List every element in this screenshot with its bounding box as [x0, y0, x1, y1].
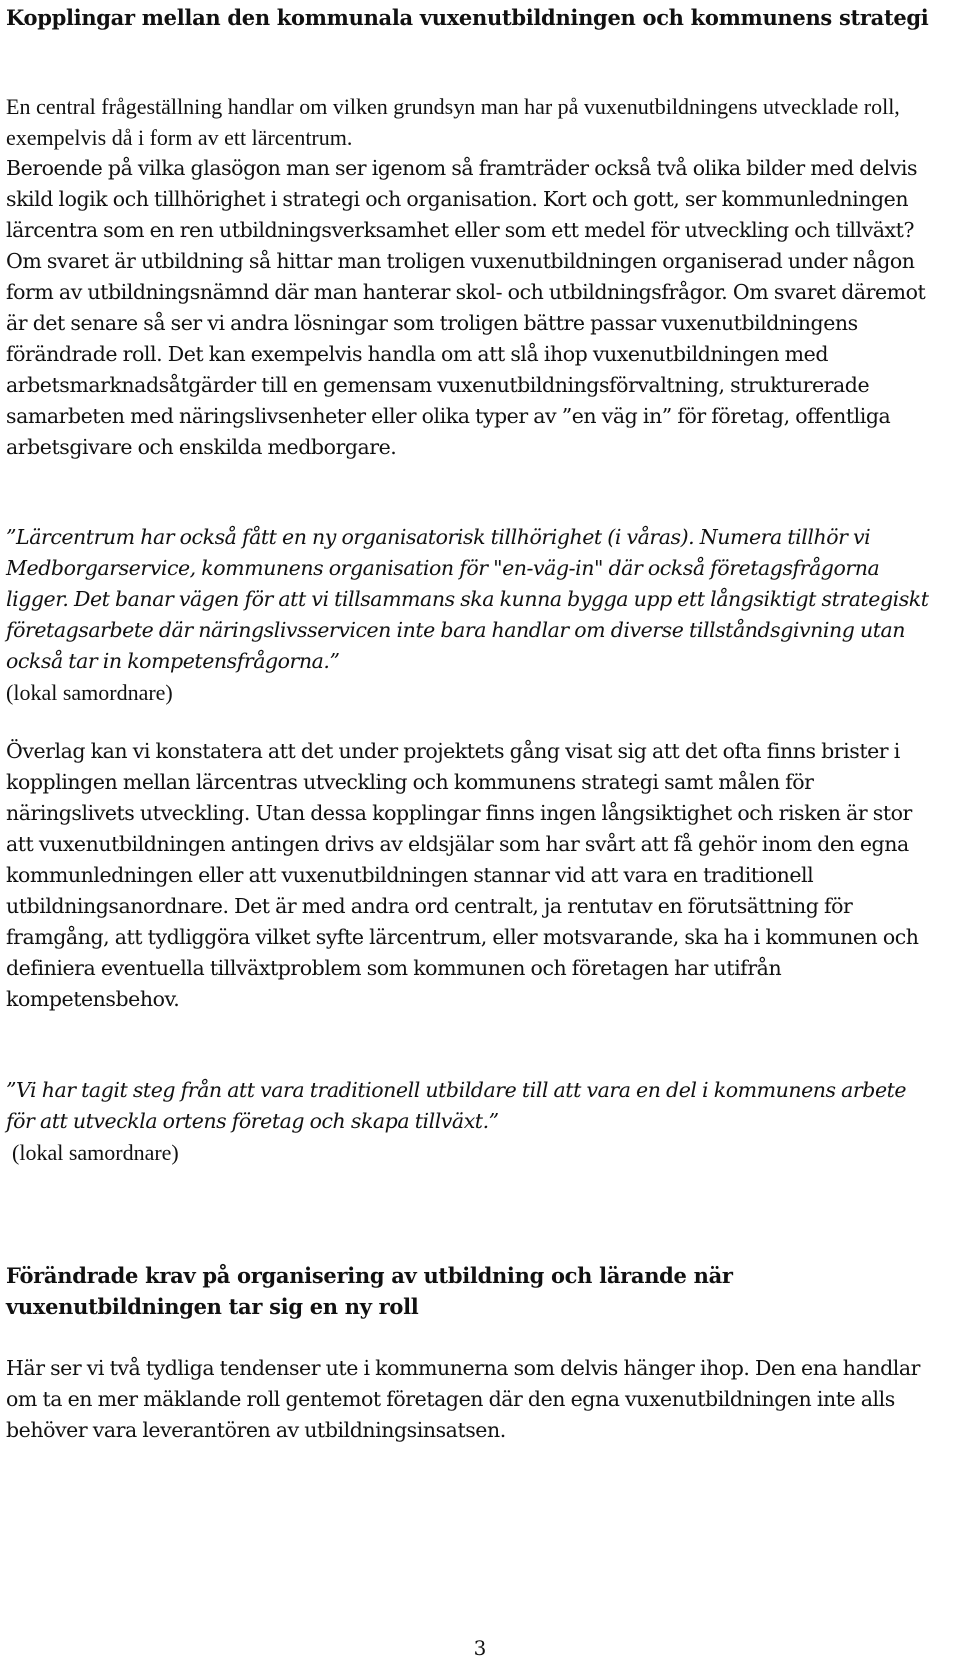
- quote-traditional-educator: ”Vi har tagit steg från att vara traditionell utbildare till att vara en del i kommunens arbete för att utveckla ortens företag och skapa tillväxt.”: [6, 1078, 907, 1133]
- page-number: 3: [473, 1636, 487, 1660]
- body-paragraph-conclusion: Överlag kan vi konstatera att det under projektets gång visat sig att det ofta finns brister i kopplingen mellan lärcentras utveckling och kommunens strategi samt målen för näringslivets utveckling. Utan dessa kopplingar finns ingen långsiktighet och risken är stor att vuxenutbildningen antingen drivs av eldsjälar som har svårt att få gehör inom den egna kommunledningen eller att vuxenutbildningen stannar vid att vara en traditionell utbildningsanordnare. Det är med andra ord centralt, ja rentutav en förutsättning för framgång, att tydliggöra vilket syfte lärcentrum, eller motsvarande, ska ha i kommunen och definiera eventuella tillväxtproblem som kommunen och företagen har utifrån kompetensbehov.: [6, 739, 919, 1011]
- quote-lärcentrum-organisation: ”Lärcentrum har också fått en ny organisatorisk tillhörighet (i våras). Numera tillhör vi Medborgarservice, kommunens organisation för "en-väg-in" där också företagsfrågorna ligger. Det banar vägen för att vi tillsammans ska kunna bygga upp ett långsiktigt strategiskt företagsarbete där näringslivsservicen inte bara handlar om diverse tillståndsgivning utan också tar in kompetensfrågorna.”: [6, 525, 929, 673]
- section-heading-new-requirements: Förändrade krav på organisering av utbildning och lärande när vuxenutbildningen tar sig en ny roll: [6, 1263, 733, 1319]
- intro-paragraph: En central frågeställning handlar om vilken grundsyn man har på vuxenutbildningens utvecklade roll, exempelvis då i form av ett lärcentrum.: [6, 94, 900, 150]
- body-paragraph-tendencies: Här ser vi två tydliga tendenser ute i kommunerna som delvis hänger ihop. Den ena handlar om ta en mer mäklande roll gentemot företagen där den egna vuxenutbildningen inte alls behöver vara leverantören av utbildningsinsatsen.: [6, 1356, 920, 1442]
- body-paragraph-perspectives: Beroende på vilka glasögon man ser igenom så framträder också två olika bilder med delvis skild logik och tillhörighet i strategi och organisation. Kort och gott, ser kommunledningen lärcentra som en ren utbildningsverksamhet eller som ett medel för utveckling och tillväxt? Om svaret är utbildning så hittar man troligen vuxenutbildningen organiserad under någon form av utbildningsnämnd där man hanterar skol- och utbildningsfrågor. Om svaret däremot är det senare så ser vi andra lösningar som troligen bättre passar vuxenutbildningens förändrade roll. Det kan exempelvis handla om att slå ihop vuxenutbildningen med arbetsmarknadsåtgärder till en gemensam vuxenutbildningsförvaltning, strukturerade samarbeten med näringslivsenheter eller olika typer av ”en väg in” för företag, offentliga arbetsgivare och enskilda medborgare.: [6, 156, 926, 459]
- section-heading-strategy-links: Kopplingar mellan den kommunala vuxenutbildningen och kommunens strategi: [6, 5, 929, 30]
- quote-attribution-1: (lokal samordnare): [6, 680, 173, 705]
- quote-attribution-2: (lokal samordnare): [12, 1140, 179, 1165]
